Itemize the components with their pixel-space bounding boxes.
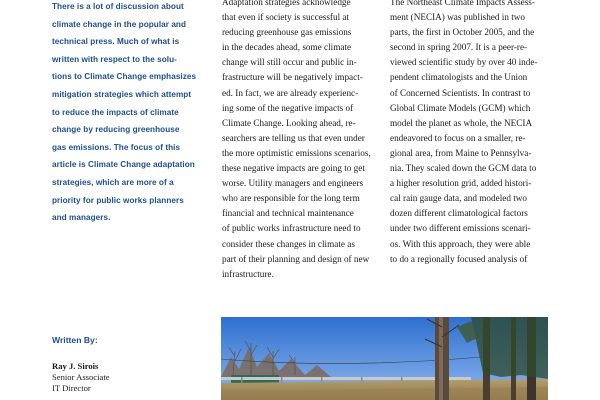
text-line: parts, the first in October 2005, and the xyxy=(390,27,535,38)
text-line: gional area, from Maine to Pennsylva- xyxy=(390,147,532,158)
text-line: model the planet as whole, the NECIA xyxy=(390,117,533,128)
text-line: part of their planning and design of new xyxy=(222,253,370,264)
text-line: priority for public works planners xyxy=(52,195,184,205)
text-line: under two different emissions scenari- xyxy=(390,223,531,234)
text-line: worse. Utility managers and engineers xyxy=(222,178,364,189)
text-line: financial and technical maintenance xyxy=(222,208,354,219)
text-line: a higher resolution grid, added histori- xyxy=(390,178,532,189)
byline xyxy=(52,334,110,394)
text-line: that even if society is successful at xyxy=(222,12,350,23)
text-line: frastructure will be negatively impact- xyxy=(222,72,363,83)
written-by-label: Written By: xyxy=(52,335,98,345)
text-line: in the decades ahead, some climate xyxy=(222,42,352,53)
text-line: There is a lot of discussion about xyxy=(52,2,184,11)
text-line: change by reducing greenhouse xyxy=(52,125,180,135)
text-line: Climate Change. Looking ahead, re- xyxy=(222,117,356,128)
text-line: written with respect to the solu- xyxy=(52,54,177,64)
text-line: Adaptation strategies acknowledge xyxy=(222,0,351,7)
text-line: os. With this approach, they were able xyxy=(390,238,531,249)
text-line: viewed scientific study by over 40 inde- xyxy=(390,57,538,68)
text-line: article is Climate Change adaptation xyxy=(52,160,195,170)
text-line: endeavored to focus on a smaller, re- xyxy=(390,132,526,143)
text-line: and managers. xyxy=(52,213,111,223)
text-line: to do a regionally focused analysis of xyxy=(390,253,528,264)
text-line: searchers are telling us that even under xyxy=(222,132,365,143)
text-line: these negative impacts are going to get xyxy=(222,163,365,174)
text-line: who are responsible for the long term xyxy=(222,193,360,204)
text-line: ed. In fact, we are already experienc- xyxy=(222,87,359,98)
text-line: second in spring 2007. It is a peer-re- xyxy=(390,42,528,53)
text-line: pendent climatologists and the Union xyxy=(390,72,528,83)
text-line: technical press. Much of what is xyxy=(52,37,180,47)
text-line: tions to Climate Change emphasizes xyxy=(52,72,197,82)
body-column-middle xyxy=(222,0,382,282)
text-line: The Northeast Climate Impacts Assess- xyxy=(390,0,535,7)
text-line: climate change in the popular and xyxy=(52,19,187,29)
text-line: of public works infrastructure need to xyxy=(222,223,361,234)
author-title: Senior Associate xyxy=(52,372,110,382)
body-column-right xyxy=(390,0,558,267)
text-line: consider these changes in climate as xyxy=(222,238,355,249)
text-line: ing some of the negative impacts of xyxy=(222,102,354,113)
text-line: nia. They scaled down the GCM data to xyxy=(390,163,537,174)
text-line: mitigation strategies which attempt xyxy=(52,89,192,99)
text-line: cal rain gauge data, and modeled two xyxy=(390,193,527,204)
text-line: gas emissions. The focus of this xyxy=(52,142,181,152)
text-line: reducing greenhouse gas emissions xyxy=(222,27,352,38)
text-line: ment (NECIA) was published in two xyxy=(390,12,525,23)
text-line: Global Climate Models (GCM) which xyxy=(390,102,531,113)
author-name: Ray J. Sirois xyxy=(52,361,99,371)
text-line: of Concerned Scientists. In contrast to xyxy=(390,87,531,98)
text-line: change will still occur and public in- xyxy=(222,57,357,68)
text-line: infrastructure. xyxy=(222,268,274,279)
text-line: dozen different climatological factors xyxy=(390,208,528,219)
intro-column xyxy=(52,0,208,227)
roadside-photo xyxy=(221,317,548,400)
author-role: IT Director xyxy=(52,383,91,393)
text-line: to reduce the impacts of climate xyxy=(52,107,179,117)
text-line: strategies, which are more of a xyxy=(52,177,174,187)
text-line: the more optimistic emissions scenarios, xyxy=(222,147,371,158)
